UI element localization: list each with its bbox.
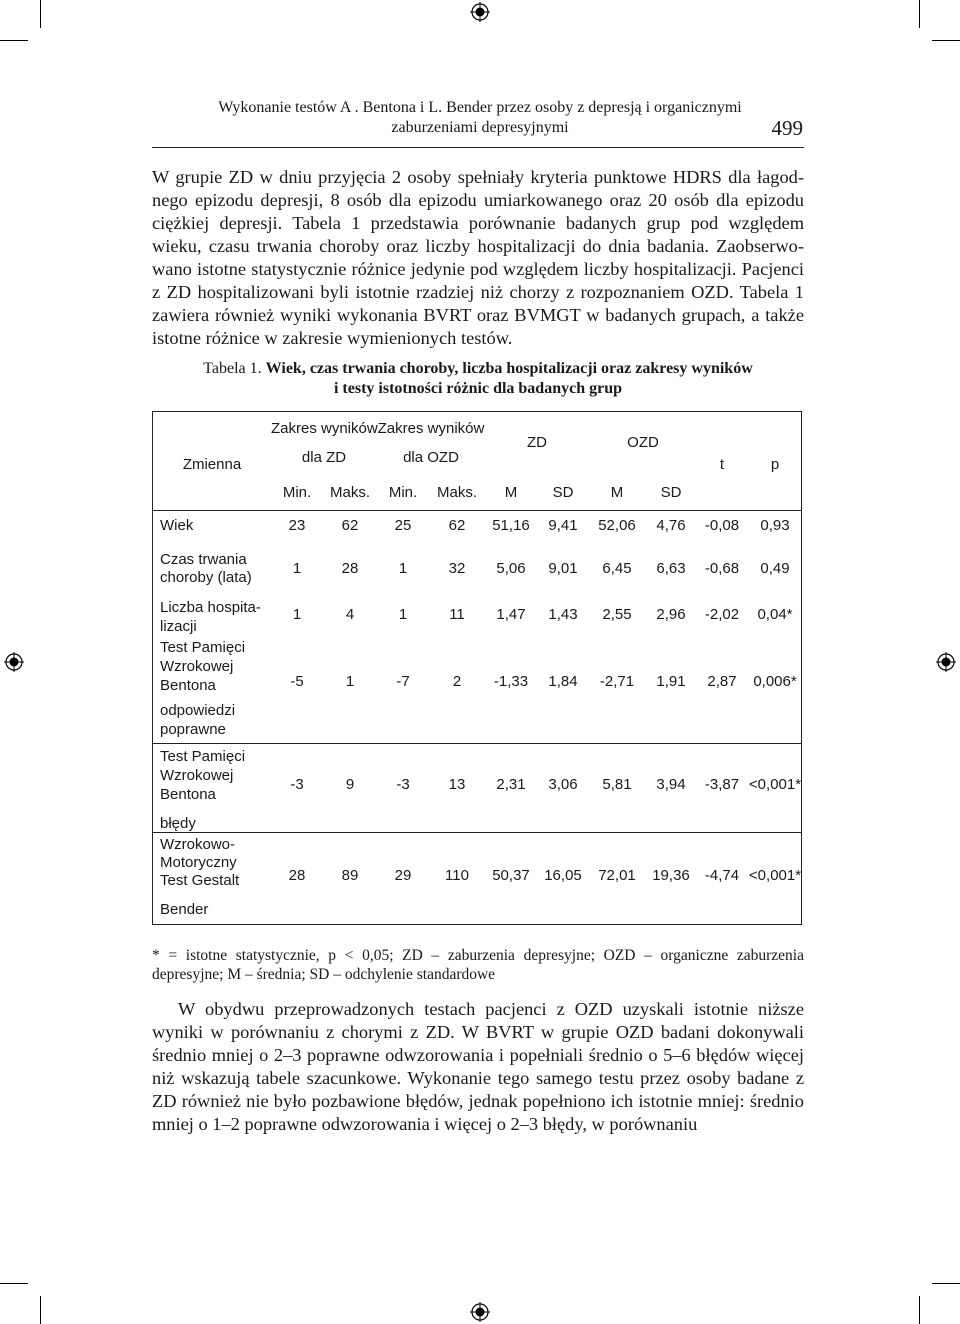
table-cell: 1,47	[496, 606, 526, 623]
table-cell: 1,43	[548, 606, 578, 623]
table-cell: 1	[292, 560, 302, 577]
header-rule	[152, 147, 804, 148]
table-cell: -5	[290, 673, 304, 690]
row-label: Motoryczny	[160, 854, 237, 871]
subheader-mean: M	[610, 484, 624, 501]
row-label: Wzrokowej	[160, 767, 234, 784]
running-head	[190, 98, 770, 138]
table-cell: 25	[394, 517, 412, 534]
table-cell: 2,55	[602, 606, 632, 623]
crop-mark	[0, 40, 28, 41]
table-cell: 2,96	[656, 606, 686, 623]
registration-mark-icon	[470, 2, 490, 22]
header-zd-range: Zakres wyników	[271, 420, 378, 437]
table-cell: 11	[449, 606, 465, 623]
table-cell: 5,81	[602, 776, 632, 793]
crop-mark	[0, 1283, 28, 1284]
header-ozd: OZD	[627, 434, 659, 451]
table-cell: 32	[448, 560, 466, 577]
row-label: Bender	[160, 901, 209, 918]
header-zd-range: dla ZD	[301, 449, 347, 466]
row-label: Bentona	[160, 786, 216, 803]
table-cell: 51,16	[492, 517, 530, 534]
row-label: lizacji	[160, 618, 197, 635]
results-table	[152, 411, 802, 925]
table-cell: 9,01	[548, 560, 578, 577]
paragraph-line: ciężkiej depresji. Tabela 1 przedstawia porównanie badanych grup pod względem	[152, 213, 804, 233]
crop-mark	[40, 0, 41, 28]
row-label: Wzrokowo-	[160, 836, 236, 853]
paragraph-line: zawiera również wyniki wykonania BVRT oraz BVMGT w badanych grupach, a także	[152, 305, 804, 325]
table-cell: 72,01	[598, 867, 636, 884]
table-caption-label: Tabela 1.	[203, 360, 262, 377]
table-cell: -3	[290, 776, 304, 793]
table-cell: 16,05	[544, 867, 582, 884]
subheader-max: Maks.	[436, 484, 477, 501]
body-paragraph: W obydwu przeprowadzonych testach pacjenci z OZD uzyskali istotnie niższe wyniki w porównaniu z chorymi z ZD. W BVRT w grupie OZD badani dokonywali średnio mniej o 2–3 poprawne odwzorowania i popełniali średnio o 5–6 błędów więcej niż wskazują tabele szacunkowe. Wykonanie tego samego testu przez osoby badane z ZD również nie było pozbawione błędów, jednak popełniono ich istotnie mniej: średnio mniej o 1–2 poprawne odwzorowania i więcej o 2–3 błędy, w porównaniu	[152, 999, 804, 1134]
table-cell: 0,49	[760, 560, 790, 577]
crop-mark	[919, 1296, 920, 1324]
table-cell: 62	[341, 517, 359, 534]
paragraph-line: W grupie ZD w dniu przyjęcia 2 osoby spełniały kryteria punktowe HDRS dla łagod-	[152, 167, 804, 187]
paragraph-line: wano istotne statystycznie różnice jedynie pod względem liczby hospitalizacji. Pacjenci	[152, 259, 804, 279]
subheader-min: Min.	[282, 484, 312, 501]
running-head-line: Wykonanie testów A . Bentona i L. Bender przez osoby z depresją i organicznymi	[218, 99, 742, 116]
table-cell: 28	[288, 867, 306, 884]
table-cell: 9,41	[548, 517, 578, 534]
table-cell: -2,02	[704, 606, 740, 623]
crop-mark	[40, 1296, 41, 1324]
table-cell: 1,91	[656, 673, 686, 690]
table-cell: 1	[398, 606, 408, 623]
table-cell: -4,74	[704, 867, 740, 884]
table-cell: 50,37	[492, 867, 530, 884]
table-cell: -2,71	[599, 673, 635, 690]
row-label: choroby (lata)	[160, 569, 252, 586]
body-paragraph	[152, 166, 804, 350]
paragraph-line: z ZD hospitalizowani byli istotnie rzadziej niż chorzy z rozpoznaniem OZD. Tabela 1	[152, 282, 804, 302]
subheader-max: Maks.	[329, 484, 370, 501]
row-label: odpowiedzi	[160, 702, 236, 719]
crop-mark	[932, 40, 960, 41]
table-cell: -0,68	[704, 560, 740, 577]
subheader-min: Min.	[388, 484, 418, 501]
registration-mark-icon	[936, 652, 956, 672]
table-rule	[153, 510, 801, 511]
table-cell: 4,76	[656, 517, 686, 534]
table-cell: 28	[341, 560, 359, 577]
table-cell: -7	[396, 673, 410, 690]
table-cell: 0,93	[760, 517, 790, 534]
subheader-sd: SD	[660, 484, 682, 501]
table-cell: 3,94	[656, 776, 686, 793]
header-ozd-range: dla OZD	[403, 449, 459, 466]
crop-mark	[919, 0, 920, 28]
registration-mark-icon	[470, 1302, 490, 1322]
table-cell: 29	[394, 867, 412, 884]
row-label: Test Pamięci	[160, 748, 246, 765]
table-cell: 62	[448, 517, 466, 534]
table-cell: 1	[345, 673, 355, 690]
paragraph-line: wieku, czasu trwania choroby oraz liczby hospitalizacji do dnia badania. Zaobserwo-	[152, 236, 804, 256]
row-label: Test Gestalt	[160, 872, 240, 889]
table-caption	[152, 359, 804, 399]
table-cell: 0,04*	[757, 606, 793, 623]
table-rule	[153, 743, 801, 744]
header-zmienna: Zmienna	[182, 456, 242, 473]
table-cell: <0,001*	[748, 867, 802, 884]
row-label: błędy	[160, 815, 196, 832]
table-cell: -0,08	[704, 517, 740, 534]
row-label: Test Pamięci	[160, 639, 246, 656]
row-label: Wiek	[160, 517, 194, 534]
header-zd: ZD	[527, 434, 547, 451]
row-label: poprawne	[160, 721, 226, 738]
table-cell: 19,36	[652, 867, 690, 884]
paragraph-line: nego epizodu depresji, 8 osób dla epizodu umiarkowanego oraz 20 osób dla epizodu	[152, 190, 804, 210]
page-number: 499	[771, 116, 803, 140]
table-cell: 2,31	[496, 776, 526, 793]
table-rule	[153, 832, 801, 833]
table-cell: 110	[445, 867, 469, 884]
table-cell: 5,06	[496, 560, 526, 577]
table-cell: 0,006*	[753, 673, 797, 690]
paragraph-line: istotne różnice w zakresie wymienionych testów.	[152, 328, 513, 348]
table-caption-title: i testy istotności różnic dla badanych grup	[333, 380, 622, 397]
table-cell: 13	[448, 776, 466, 793]
table-caption-title: Wiek, czas trwania choroby, liczba hospitalizacji oraz zakresy wyników	[265, 360, 753, 377]
table-cell: -3	[396, 776, 410, 793]
table-cell: 1	[292, 606, 302, 623]
running-head-line: zaburzeniami depresyjnymi	[391, 119, 569, 136]
table-cell: 2,87	[707, 673, 737, 690]
table-cell: 6,45	[602, 560, 632, 577]
table-cell: 4	[345, 606, 355, 623]
subheader-mean: M	[504, 484, 518, 501]
row-label: Bentona	[160, 677, 216, 694]
header-ozd-range: Zakres wyników	[377, 420, 485, 437]
table-cell: 2	[452, 673, 462, 690]
table-cell: -3,87	[704, 776, 740, 793]
table-cell: 9	[345, 776, 355, 793]
table-cell: -1,33	[493, 673, 529, 690]
table-cell: 6,63	[656, 560, 686, 577]
table-cell: 23	[288, 517, 306, 534]
crop-mark	[932, 1283, 960, 1284]
table-cell: 52,06	[598, 517, 636, 534]
row-label: Czas trwania	[160, 551, 247, 568]
table-cell: <0,001*	[748, 776, 802, 793]
table-footnote: * = istotne statystycznie, p < 0,05; ZD – zaburzenia depresyjne; OZD – organiczne zaburzenia depresyjne; M – średnia; SD – odchylenie standardowe	[152, 947, 804, 983]
row-label: Wzrokowej	[160, 658, 234, 675]
header-p: p	[770, 456, 780, 473]
table-cell: 1	[398, 560, 408, 577]
table-cell: 3,06	[548, 776, 578, 793]
subheader-sd: SD	[552, 484, 574, 501]
row-label: Liczba hospita-	[160, 599, 261, 616]
registration-mark-icon	[4, 652, 24, 672]
table-cell: 89	[341, 867, 359, 884]
table-cell: 1,84	[548, 673, 578, 690]
header-t: t	[719, 456, 725, 473]
